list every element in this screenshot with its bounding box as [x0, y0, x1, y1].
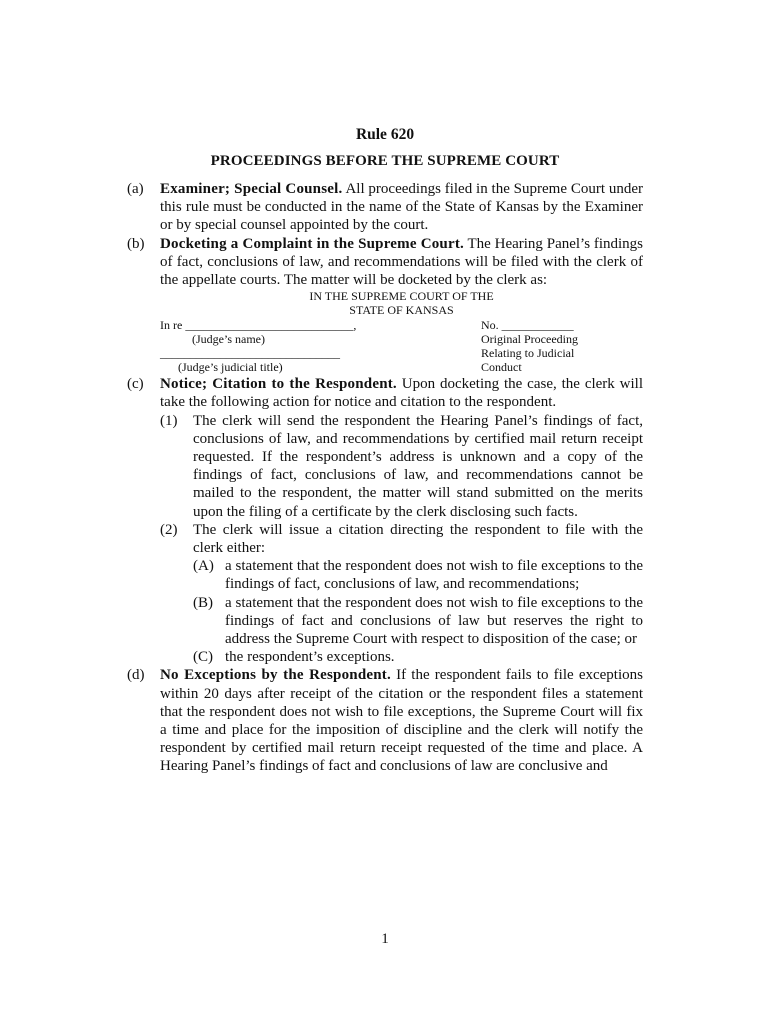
caption-in-re: In re ____________________________, — [160, 318, 357, 333]
section-d-marker: (d) — [127, 667, 145, 684]
rule-number: Rule 620 — [355, 126, 415, 143]
section-a-marker: (a) — [127, 181, 144, 197]
section-c-1-text: The clerk will send the respondent the Hearing Panel’s findings of fact, conclusions of law, and recommendations by certified mail return receipt requested. If the respondent’s address is unknown and a copy of the findings of fact, conclusions of law, and recommendations cannot be mailed to the respondent, the matter will stand submitted on the merits upon the filing of a certificate by the clerk disclosing such facts. — [193, 412, 643, 520]
section-c-heading: Notice; Citation to the Respondent. — [160, 376, 397, 393]
caption-court-line2: STATE OF KANSAS — [349, 303, 454, 318]
section-c-2-A — [193, 557, 643, 593]
section-b-marker: (b) — [127, 235, 145, 252]
section-c-1-marker: (1) — [160, 412, 178, 429]
section-a — [127, 180, 643, 235]
section-b — [127, 235, 643, 290]
section-c-2-C — [193, 648, 643, 666]
page-number: 1 — [381, 931, 389, 947]
section-c-2-marker: (2) — [160, 521, 178, 538]
section-b-heading: Docketing a Complaint in the Supreme Court. — [160, 235, 464, 252]
section-c-text: Upon docketing the case, the clerk will take the following action for notice and citation to the respondent. — [160, 376, 643, 411]
section-a-text: All proceedings filed in the Supreme Court under this rule must be conducted in the name of the State of Kansas by the Examiner or by special counsel appointed by the court. — [160, 181, 643, 234]
section-c-2-C-marker: (C) — [193, 649, 213, 666]
section-d-text: If the respondent fails to file exceptions within 20 days after receipt of the citation or the respondent files a statement that the respondent does not wish to file exceptions, the Supreme Court will fix a time and place for the imposition of discipline and the clerk will notify the respondent by certified mail return receipt requested of the time and place. A Hearing Panel’s findings of fact and conclusions of law are conclusive and — [160, 667, 643, 775]
section-d-heading: No Exceptions by the Respondent. — [160, 667, 391, 684]
section-b-text: The Hearing Panel’s findings of fact, conclusions of law, and recommendations will be filed with the clerk of the appellate courts. The matter will be docketed by the clerk as: — [160, 235, 644, 289]
section-c-2-B-text: a statement that the respondent does not wish to file exceptions to the findings of fact and conclusions of law but reserves the right to address the Supreme Court with respect to disposition of the case; or — [225, 594, 643, 648]
section-c — [127, 375, 643, 666]
caption-judge-name: (Judge’s name) — [192, 332, 265, 347]
rule-body — [127, 180, 643, 776]
section-c-2-A-text: a statement that the respondent does not wish to file exceptions to the findings of fact, conclusions of law, and recommendations; — [225, 558, 643, 593]
section-c-1 — [160, 412, 643, 521]
case-caption — [160, 289, 643, 375]
section-a-heading: Examiner; Special Counsel. — [160, 181, 343, 197]
caption-court-line1: IN THE SUPREME COURT OF THE — [309, 289, 494, 304]
caption-blank-line: ______________________________ — [160, 346, 340, 361]
caption-proceeding-line2: Relating to Judicial — [481, 346, 575, 361]
section-c-2 — [160, 521, 643, 667]
section-c-2-A-marker: (A) — [193, 558, 214, 575]
section-c-2-B-marker: (B) — [193, 594, 213, 611]
caption-proceeding-line3: Conduct — [481, 360, 522, 375]
section-c-marker: (c) — [127, 376, 144, 393]
section-c-2-B — [193, 594, 643, 649]
rule-title: PROCEEDINGS BEFORE THE SUPREME COURT — [210, 153, 560, 169]
caption-judicial-title: (Judge’s judicial title) — [178, 360, 283, 375]
caption-proceeding-line1: Original Proceeding — [481, 332, 578, 347]
caption-case-number: No. ____________ — [481, 318, 574, 333]
section-c-2-C-text: the respondent’s exceptions. — [225, 649, 395, 666]
section-d — [127, 666, 643, 775]
section-c-2-text: The clerk will issue a citation directing the respondent to file with the clerk either: — [193, 521, 643, 557]
